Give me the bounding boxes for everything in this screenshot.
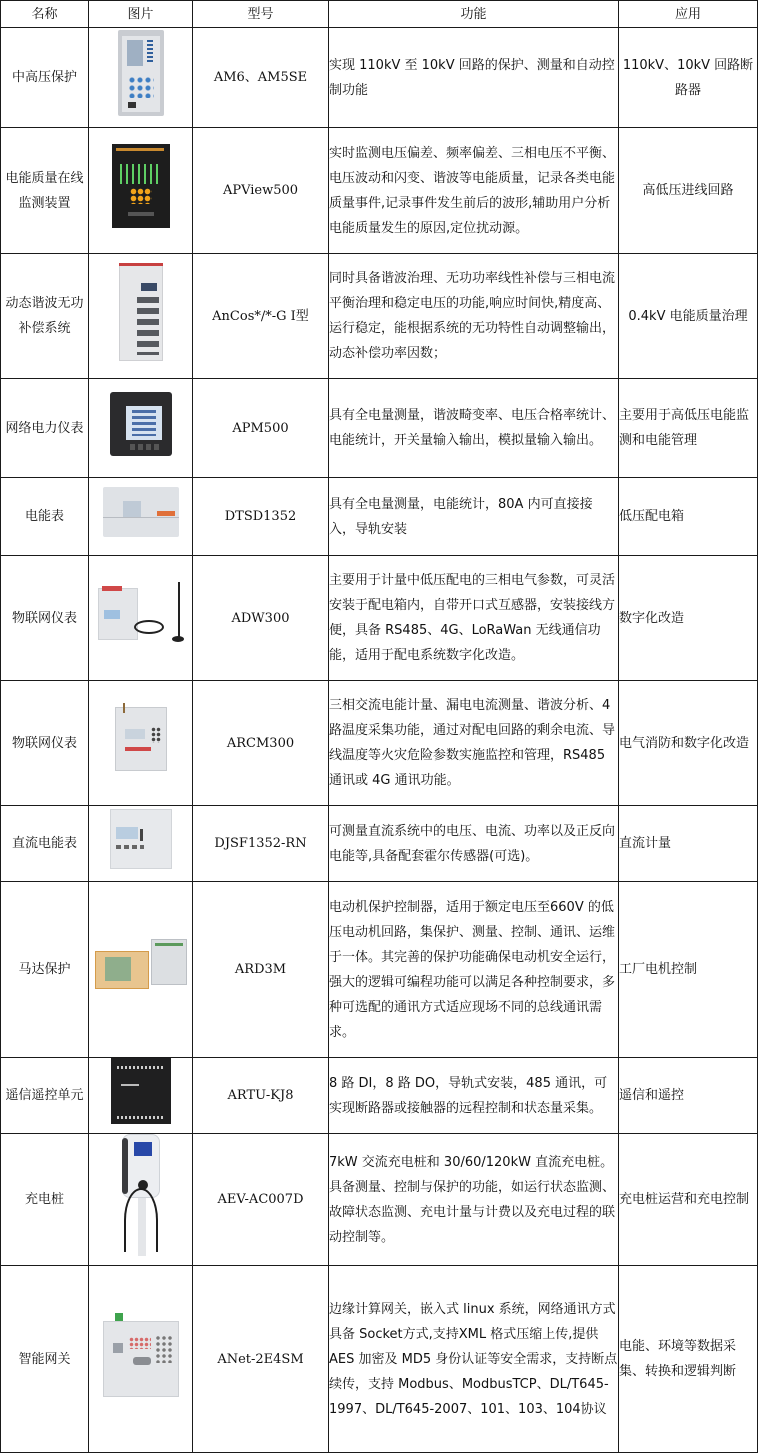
header-row bbox=[1, 1, 758, 28]
header-image: 图片 bbox=[89, 1, 193, 28]
product-application: 高低压进线回路 bbox=[619, 128, 758, 254]
power-quality-monitor-image bbox=[112, 144, 170, 228]
product-model: APM500 bbox=[193, 379, 329, 478]
product-function: 具有全电量测量，谐波畸变率、电压合格率统计、电能统计，开关量输入输出，模拟量输入输出。 bbox=[329, 379, 619, 478]
product-function: 8 路 DI，8 路 DO，导轨式安装，485 通讯，可实现断路器或接触器的远程控制和状态量采集。 bbox=[329, 1058, 619, 1134]
iot-meter-adw300-image bbox=[98, 582, 184, 646]
product-name: 网络电力仪表 bbox=[1, 379, 89, 478]
product-model: ARTU-KJ8 bbox=[193, 1058, 329, 1134]
table-row bbox=[1, 882, 758, 1058]
table-row bbox=[1, 28, 758, 128]
iot-meter-arcm300-image bbox=[115, 703, 167, 775]
product-function: 边缘计算网关，嵌入式 linux 系统，网络通讯方式具备 Socket方式,支持XML 格式压缩上传,提供 AES 加密及 MD5 身份认证等安全需求，支持断点续传，支持 Modbus、ModbusTCP、DL/T645-1997、DL/T645-2007、101、103、104协议 bbox=[329, 1266, 619, 1453]
product-function: 可测量直流系统中的电压、电流、功率以及正反向电能等,具备配套霍尔传感器(可选)。 bbox=[329, 806, 619, 882]
header-name: 名称 bbox=[1, 1, 89, 28]
dc-energy-meter-image bbox=[110, 809, 172, 869]
product-application: 0.4kV 电能质量治理 bbox=[619, 254, 758, 379]
product-application: 电能、环境等数据采集、转换和逻辑判断 bbox=[619, 1266, 758, 1453]
product-function: 实现 110kV 至 10kV 回路的保护、测量和自动控制功能 bbox=[329, 28, 619, 128]
product-model: AM6、AM5SE bbox=[193, 28, 329, 128]
smart-gateway-image bbox=[103, 1313, 179, 1397]
product-name: 马达保护 bbox=[1, 882, 89, 1058]
product-model: AnCos*/*-G Ⅰ型 bbox=[193, 254, 329, 379]
table-row bbox=[1, 379, 758, 478]
product-name: 智能网关 bbox=[1, 1266, 89, 1453]
product-application: 工厂电机控制 bbox=[619, 882, 758, 1058]
product-function: 同时具备谐波治理、无功功率线性补偿与三相电流平衡治理和稳定电压的功能,响应时间快,精度高、运行稳定，能根据系统的无功特性自动调整输出，动态补偿功率因数； bbox=[329, 254, 619, 379]
product-application: 充电桩运营和充电控制 bbox=[619, 1134, 758, 1266]
product-model: APView500 bbox=[193, 128, 329, 254]
table-row bbox=[1, 806, 758, 882]
table-row bbox=[1, 254, 758, 379]
header-function: 功能 bbox=[329, 1, 619, 28]
product-application: 遥信和遥控 bbox=[619, 1058, 758, 1134]
product-function: 电动机保护控制器，适用于额定电压至660V 的低压电动机回路，集保护、测量、控制、通讯、运维于一体。其完善的保护功能确保电动机安全运行，强大的逻辑可编程功能可以满足各种控制要求，多种可选配的通讯方式适应现场不同的总线通讯需求。 bbox=[329, 882, 619, 1058]
product-name: 中高压保护 bbox=[1, 28, 89, 128]
power-meter-image bbox=[110, 392, 172, 456]
product-function: 具有全电量测量，电能统计，80A 内可直接接入，导轨安装 bbox=[329, 478, 619, 556]
remote-control-unit-image bbox=[111, 1058, 171, 1124]
product-model: ARCM300 bbox=[193, 681, 329, 806]
table-row bbox=[1, 556, 758, 681]
table-row bbox=[1, 128, 758, 254]
header-application: 应用 bbox=[619, 1, 758, 28]
product-function: 实时监测电压偏差、频率偏差、三相电压不平衡、电压波动和闪变、谐波等电能质量，记录各类电能质量事件,记录事件发生前后的波形,辅助用户分析电能质量发生的原因,定位扰动源。 bbox=[329, 128, 619, 254]
product-model: DJSF1352-RN bbox=[193, 806, 329, 882]
product-function: 7kW 交流充电桩和 30/60/120kW 直流充电桩。具备测量、控制与保护的功能，如运行状态监测、故障状态监测、充电计量与计费以及充电过程的联动控制等。 bbox=[329, 1134, 619, 1266]
product-model: DTSD1352 bbox=[193, 478, 329, 556]
product-application: 110kV、10kV 回路断路器 bbox=[619, 28, 758, 128]
table-row bbox=[1, 1058, 758, 1134]
product-name: 动态谐波无功补偿系统 bbox=[1, 254, 89, 379]
product-name: 物联网仪表 bbox=[1, 681, 89, 806]
table-row bbox=[1, 1266, 758, 1453]
product-function: 主要用于计量中低压配电的三相电气参数，可灵活安装于配电箱内，自带开口式互感器，安装接线方便，具备 RS485、4G、LoRaWan 无线通信功能，适用于配电系统数字化改造。 bbox=[329, 556, 619, 681]
product-function: 三相交流电能计量、漏电电流测量、谐波分析、4 路温度采集功能，通过对配电回路的剩余电流、导线温度等火灾危险参数实施监控和管理，RS485 通讯或 4G 通讯功能。 bbox=[329, 681, 619, 806]
charging-pile-image bbox=[116, 1134, 166, 1256]
compensation-cabinet-image bbox=[119, 263, 163, 361]
product-model: ADW300 bbox=[193, 556, 329, 681]
product-model: AEV-AC007D bbox=[193, 1134, 329, 1266]
product-name: 电能表 bbox=[1, 478, 89, 556]
product-name: 遥信遥控单元 bbox=[1, 1058, 89, 1134]
product-model: ARD3M bbox=[193, 882, 329, 1058]
product-application: 低压配电箱 bbox=[619, 478, 758, 556]
product-application: 主要用于高低压电能监测和电能管理 bbox=[619, 379, 758, 478]
energy-meter-image bbox=[103, 487, 179, 537]
product-name: 充电桩 bbox=[1, 1134, 89, 1266]
table-row bbox=[1, 1134, 758, 1266]
product-name: 电能质量在线监测装置 bbox=[1, 128, 89, 254]
table-row bbox=[1, 478, 758, 556]
product-model: ANet-2E4SM bbox=[193, 1266, 329, 1453]
product-application: 数字化改造 bbox=[619, 556, 758, 681]
table-row bbox=[1, 681, 758, 806]
product-application: 电气消防和数字化改造 bbox=[619, 681, 758, 806]
product-name: 物联网仪表 bbox=[1, 556, 89, 681]
header-model: 型号 bbox=[193, 1, 329, 28]
motor-protector-image bbox=[95, 939, 187, 991]
product-application: 直流计量 bbox=[619, 806, 758, 882]
product-name: 直流电能表 bbox=[1, 806, 89, 882]
protection-relay-image bbox=[118, 30, 164, 116]
